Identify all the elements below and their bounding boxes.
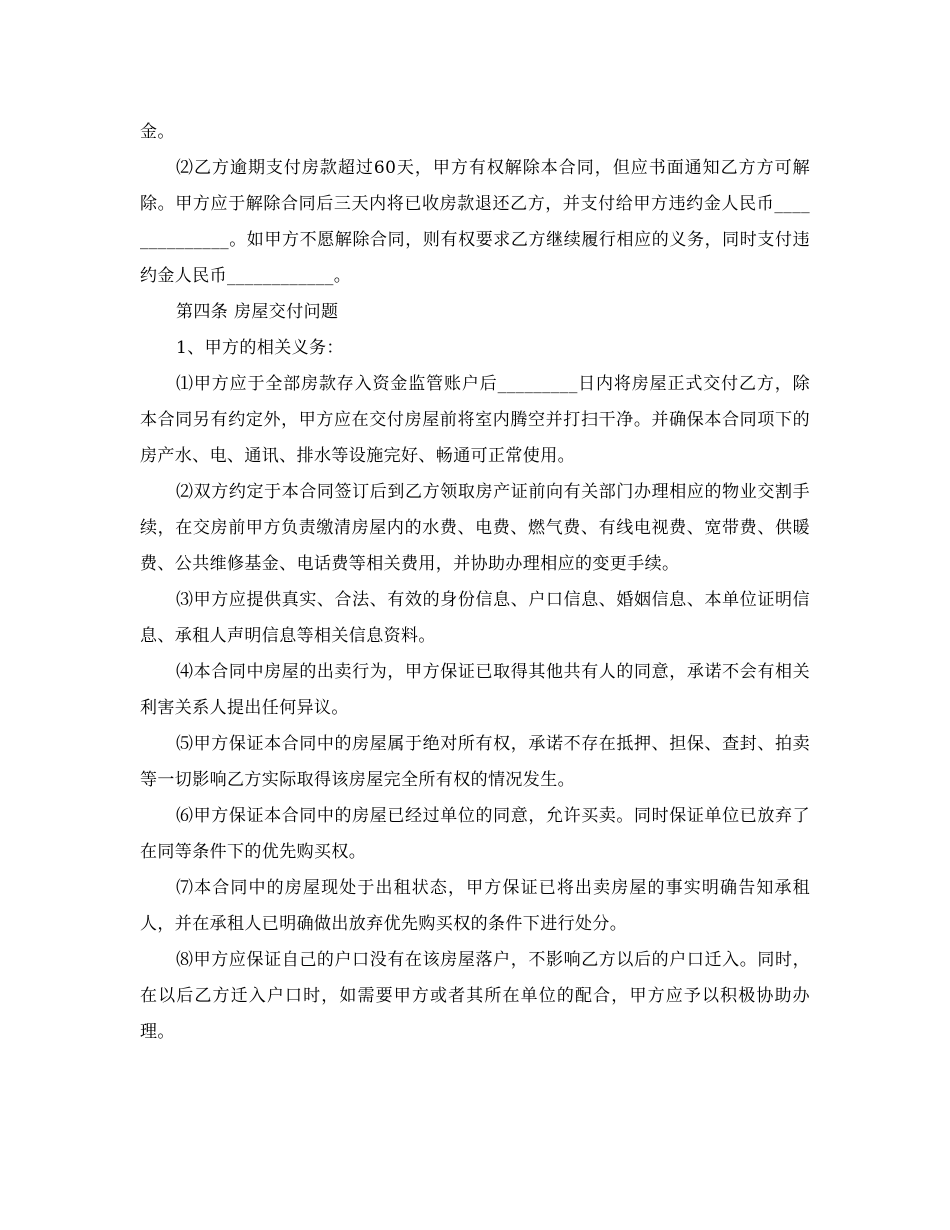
paragraph-item-7: ⑺本合同中的房屋现处于出租状态，甲方保证已将出卖房屋的事实明确告知承租人，并在承租人已明确做出放弃优先购买权的条件下进行处分。 [140, 878, 810, 934]
paragraph-continuation: 金。 [140, 122, 175, 142]
subsection-heading-party-a-obligations: 1、甲方的相关义务： [176, 338, 344, 358]
paragraph-item-4: ⑷本合同中房屋的出卖行为，甲方保证已取得其他共有人的同意，承诺不会有相关利害关系人提出任何异议。 [140, 662, 810, 718]
document-body [140, 114, 810, 1050]
paragraph-item-5: ⑸甲方保证本合同中的房屋属于绝对所有权，承诺不存在抵押、担保、查封、拍卖等一切影响乙方实际取得该房屋完全所有权的情况发生。 [140, 734, 810, 790]
paragraph-item-6: ⑹甲方保证本合同中的房屋已经过单位的同意，允许买卖。同时保证单位已放弃了在同等条件下的优先购买权。 [140, 806, 810, 862]
paragraph-clause-2-overdue-payment: ⑵乙方逾期支付房款超过60天，甲方有权解除本合同，但应书面通知乙方方可解除。甲方应于解除合同后三天内将已收房款退还乙方，并支付给甲方违约金人民币______________。如甲方不愿解除合同，则有权要求乙方继续履行相应的义务，同时支付违约金人民币____________。 [140, 158, 810, 286]
paragraph-item-1: ⑴甲方应于全部房款存入资金监管账户后_________日内将房屋正式交付乙方，除本合同另有约定外，甲方应在交付房屋前将室内腾空并打扫干净。并确保本合同项下的房产水、电、通讯、排水等设施完好、畅通可正常使用。 [140, 374, 810, 466]
paragraph-item-3: ⑶甲方应提供真实、合法、有效的身份信息、户口信息、婚姻信息、本单位证明信息、承租人声明信息等相关信息资料。 [140, 590, 810, 646]
paragraph-item-2: ⑵双方约定于本合同签订后到乙方领取房产证前向有关部门办理相应的物业交割手续，在交房前甲方负责缴清房屋内的水费、电费、燃气费、有线电视费、宽带费、供暖费、公共维修基金、电话费等相关费用，并协助办理相应的变更手续。 [140, 482, 810, 574]
section-heading-article-4: 第四条 房屋交付问题 [176, 302, 339, 322]
paragraph-item-8: ⑻甲方应保证自己的户口没有在该房屋落户，不影响乙方以后的户口迁入。同时，在以后乙方迁入户口时，如需要甲方或者其所在单位的配合，甲方应予以积极协助办理。 [140, 950, 810, 1042]
